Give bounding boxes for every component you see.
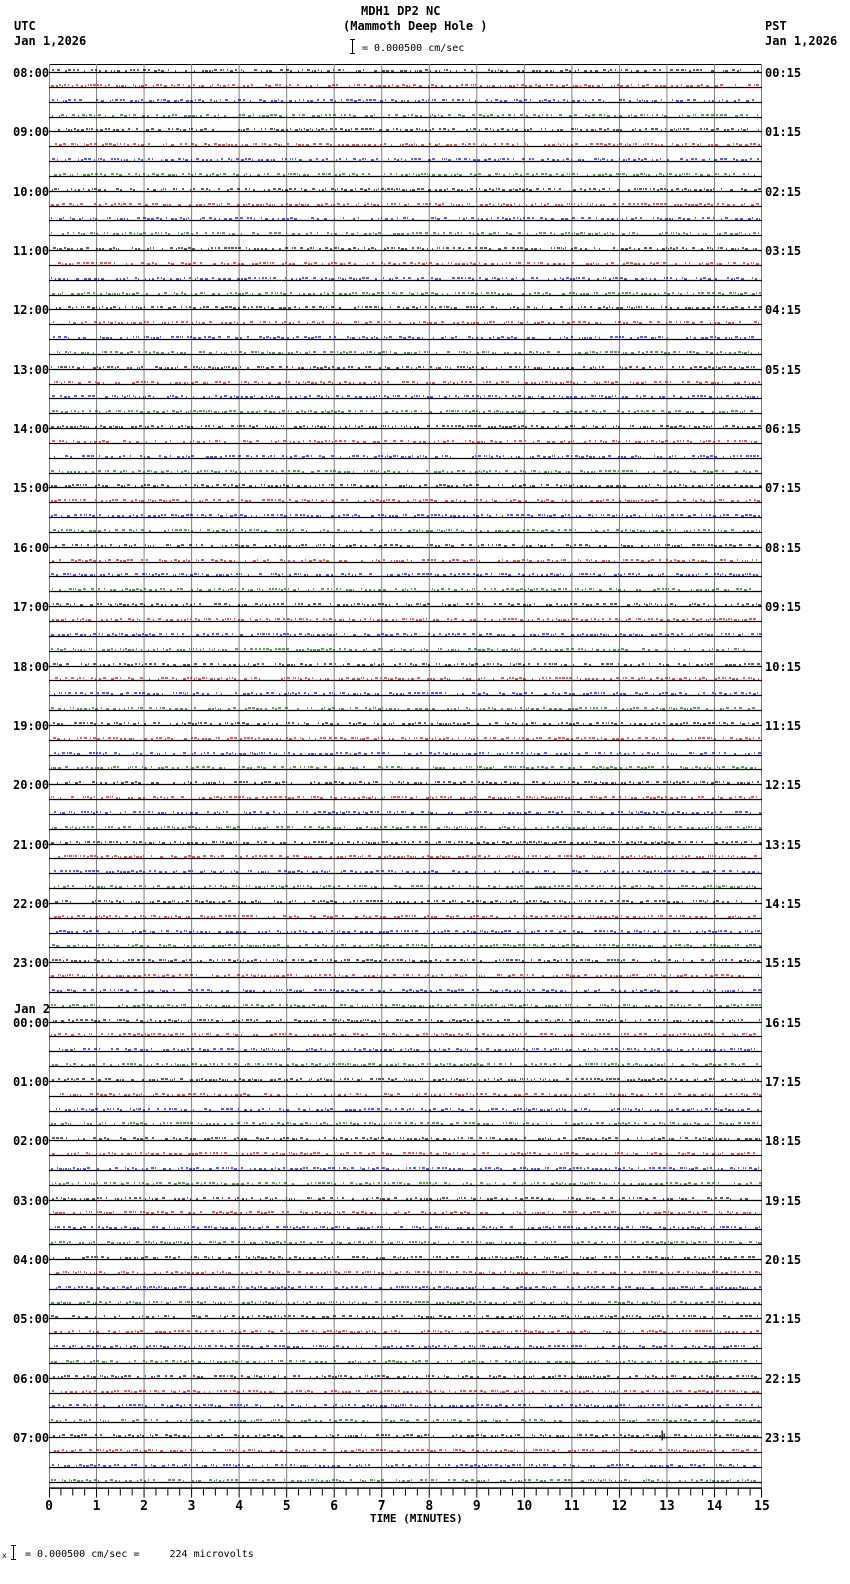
footer-scale-label: = 0.000500 cm/sec = 224 microvolts — [25, 1549, 254, 1560]
pst-hour-label: 19:15 — [765, 1193, 802, 1208]
utc-hour-label: 05:00 — [13, 1312, 50, 1327]
x-tick-label: 4 — [235, 1498, 244, 1514]
utc-hour-label: 04:00 — [13, 1253, 50, 1267]
pst-hour-label: 03:15 — [765, 244, 802, 259]
x-tick-label: 14 — [706, 1498, 723, 1514]
utc-hour-label: 09:00 — [13, 125, 50, 140]
utc-hour-label: 12:00 — [13, 303, 50, 318]
scale-label: = 0.000500 cm/sec — [362, 43, 465, 54]
right-timezone: PST — [765, 19, 787, 33]
pst-hour-label: 09:15 — [765, 600, 802, 615]
utc-hour-label: 15:00 — [13, 481, 50, 496]
utc-hour-label: 00:00 — [13, 1015, 50, 1030]
utc-hour-label: 03:00 — [13, 1193, 50, 1208]
pst-hour-label: 02:15 — [765, 184, 802, 199]
left-timezone: UTC — [14, 19, 36, 33]
x-tick-label: 2 — [140, 1498, 148, 1514]
utc-hour-label: 21:00 — [13, 837, 50, 852]
x-tick-label: 6 — [330, 1498, 339, 1514]
pst-hour-label: 12:15 — [765, 778, 802, 793]
left-date: Jan 1,2026 — [14, 34, 87, 48]
pst-hour-label: 20:15 — [765, 1253, 802, 1267]
date-change-label: Jan 2 — [14, 1001, 51, 1016]
x-tick-label: 12 — [611, 1498, 628, 1514]
station-title: MDH1 DP2 NC — [361, 4, 441, 18]
helicorder-plot — [49, 64, 762, 1498]
x-tick-label: 11 — [564, 1498, 580, 1514]
pst-hour-label: 18:15 — [765, 1134, 802, 1149]
pst-hour-label: 06:15 — [765, 422, 802, 437]
pst-hour-label: 14:15 — [765, 896, 802, 911]
utc-hour-label: 11:00 — [13, 244, 50, 259]
utc-hour-label: 18:00 — [13, 659, 50, 674]
x-tick-label: 8 — [425, 1498, 434, 1514]
pst-hour-label: 17:15 — [765, 1074, 802, 1089]
footer-scale-bar-icon — [11, 1545, 16, 1560]
utc-hour-label: 01:00 — [13, 1074, 50, 1089]
pst-hour-label: 00:15 — [765, 66, 802, 80]
pst-hour-label: 13:15 — [765, 837, 802, 852]
utc-hour-label: 07:00 — [13, 1431, 50, 1446]
utc-hour-label: 17:00 — [13, 600, 50, 615]
x-tick-label: 1 — [92, 1498, 101, 1514]
utc-hour-label: 19:00 — [13, 718, 50, 733]
station-location: (Mammoth Deep Hole ) — [343, 19, 488, 33]
x-tick-label: 3 — [187, 1498, 196, 1514]
seismogram-traces — [49, 64, 762, 1498]
utc-hour-label: 14:00 — [13, 422, 50, 437]
x-tick-label: 10 — [516, 1498, 533, 1514]
pst-hour-label: 01:15 — [765, 125, 802, 140]
utc-hour-label: 02:00 — [13, 1134, 50, 1149]
pst-hour-label: 21:15 — [765, 1312, 802, 1327]
utc-hour-label: 23:00 — [13, 956, 50, 971]
x-tick-label: 9 — [472, 1498, 481, 1514]
x-tick-label: 0 — [45, 1498, 53, 1514]
x-axis-title: TIME (MINUTES) — [370, 1511, 463, 1525]
pst-hour-label: 23:15 — [765, 1431, 802, 1446]
right-date: Jan 1,2026 — [765, 34, 838, 48]
utc-hour-label: 06:00 — [13, 1371, 50, 1386]
x-tick-label: 5 — [282, 1498, 291, 1514]
utc-hour-label: 08:00 — [13, 66, 50, 80]
pst-hour-label: 07:15 — [765, 481, 802, 496]
utc-hour-label: 10:00 — [13, 184, 50, 199]
footer-scale-prefix: x — [2, 1551, 7, 1560]
pst-hour-label: 15:15 — [765, 956, 802, 971]
scale-bar-icon — [350, 39, 355, 54]
x-tick-label: 15 — [754, 1498, 770, 1514]
pst-hour-label: 04:15 — [765, 303, 802, 318]
pst-hour-label: 16:15 — [765, 1015, 802, 1030]
utc-hour-label: 22:00 — [13, 896, 50, 911]
utc-hour-label: 20:00 — [13, 778, 50, 793]
x-tick-label: 13 — [659, 1498, 675, 1514]
pst-hour-label: 10:15 — [765, 659, 802, 674]
pst-hour-label: 11:15 — [765, 718, 802, 733]
pst-hour-label: 22:15 — [765, 1371, 802, 1386]
pst-hour-label: 08:15 — [765, 540, 802, 555]
x-tick-label: 7 — [377, 1498, 386, 1514]
pst-hour-label: 05:15 — [765, 362, 802, 377]
utc-hour-label: 16:00 — [13, 540, 50, 555]
utc-hour-label: 13:00 — [13, 362, 50, 377]
